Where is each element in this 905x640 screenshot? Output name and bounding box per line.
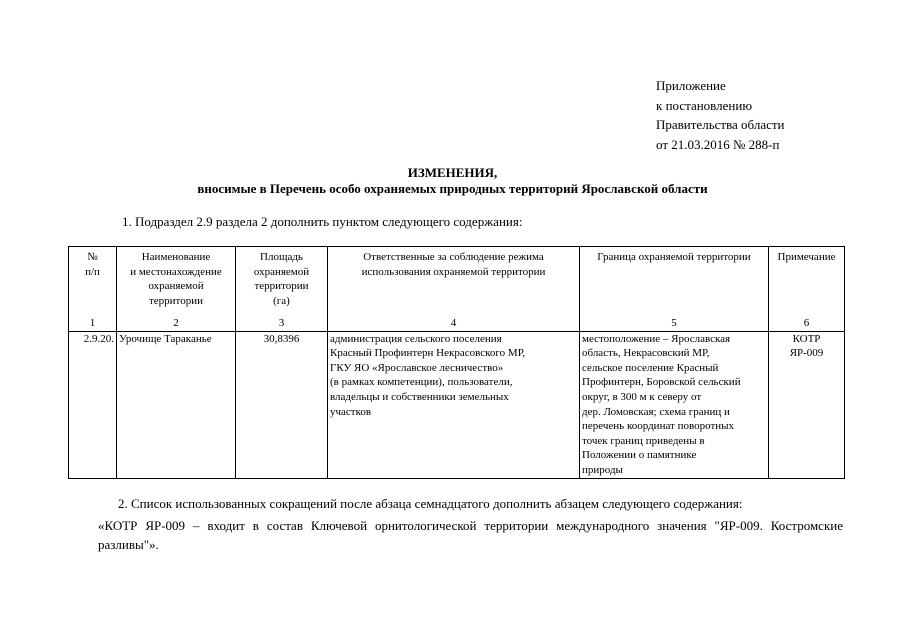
paragraph-1: 1. Подраздел 2.9 раздела 2 дополнить пунктом следующего содержания: [122,214,523,229]
column-number: 1 [69,316,117,331]
column-number: 4 [328,316,580,331]
header-cell-boundary: Граница охраняемой территории [580,247,769,317]
protected-territories-table [68,246,845,479]
cell-name: Урочище Тараканье [117,331,236,478]
table-header-row [69,247,845,317]
header-cell-note: Примечание [769,247,845,317]
cell-note: КОТР ЯР-009 [769,331,845,478]
appendix-line: от 21.03.2016 № 288-п [656,136,780,152]
header-cell-responsible: Ответственные за соблюдение режима использования охраняемой территории [328,247,580,317]
column-number-row [69,316,845,331]
header-cell-number: № п/п [69,247,117,317]
appendix-line: к постановлению [656,97,753,113]
cell-number: 2.9.20. [69,331,117,478]
document-title: ИЗМЕНЕНИЯ, [407,165,498,180]
appendix-line: Правительства области [656,117,785,132]
paragraph-2: 2. Список использованных сокращений после абзаца семнадцатого дополнить абзацем следующего содержания: [118,496,743,511]
document-subtitle: вносимые в Перечень особо охраняемых природных территорий Ярославской области [197,181,708,196]
column-number: 6 [769,316,845,331]
column-number: 2 [117,316,236,331]
cell-responsible: администрация сельского поселения Красный Профинтерн Некрасовского МР, ГКУ ЯО «Ярославское лесничество» (в рамках компетенции), пользователи, владельцы и собственники земельных участков [328,331,580,478]
cell-area: 30,8396 [236,331,328,478]
header-cell-name: Наименование и местонахождение охраняемой территории [117,247,236,317]
cell-boundary: местоположение – Ярославская область, Некрасовский МР, сельское поселение Красный Профинтерн, Боровской сельский округ, в 300 м к северу от дер. Ломовская; схема границ и перечень координат поворотных точек границ приведены в Положении о памятнике природы [580,331,769,478]
column-number: 3 [236,316,328,331]
header-cell-area: Площадь охраняемой территории (га) [236,247,328,317]
table-row [69,331,845,478]
appendix-line: Приложение [656,78,726,93]
column-number: 5 [580,316,769,331]
appendix-block [656,76,785,154]
paragraph-3: «КОТР ЯР-009 – входит в состав Ключевой орнитологической территории международного значения "ЯР-009. Костромские разливы"». [98,518,843,552]
